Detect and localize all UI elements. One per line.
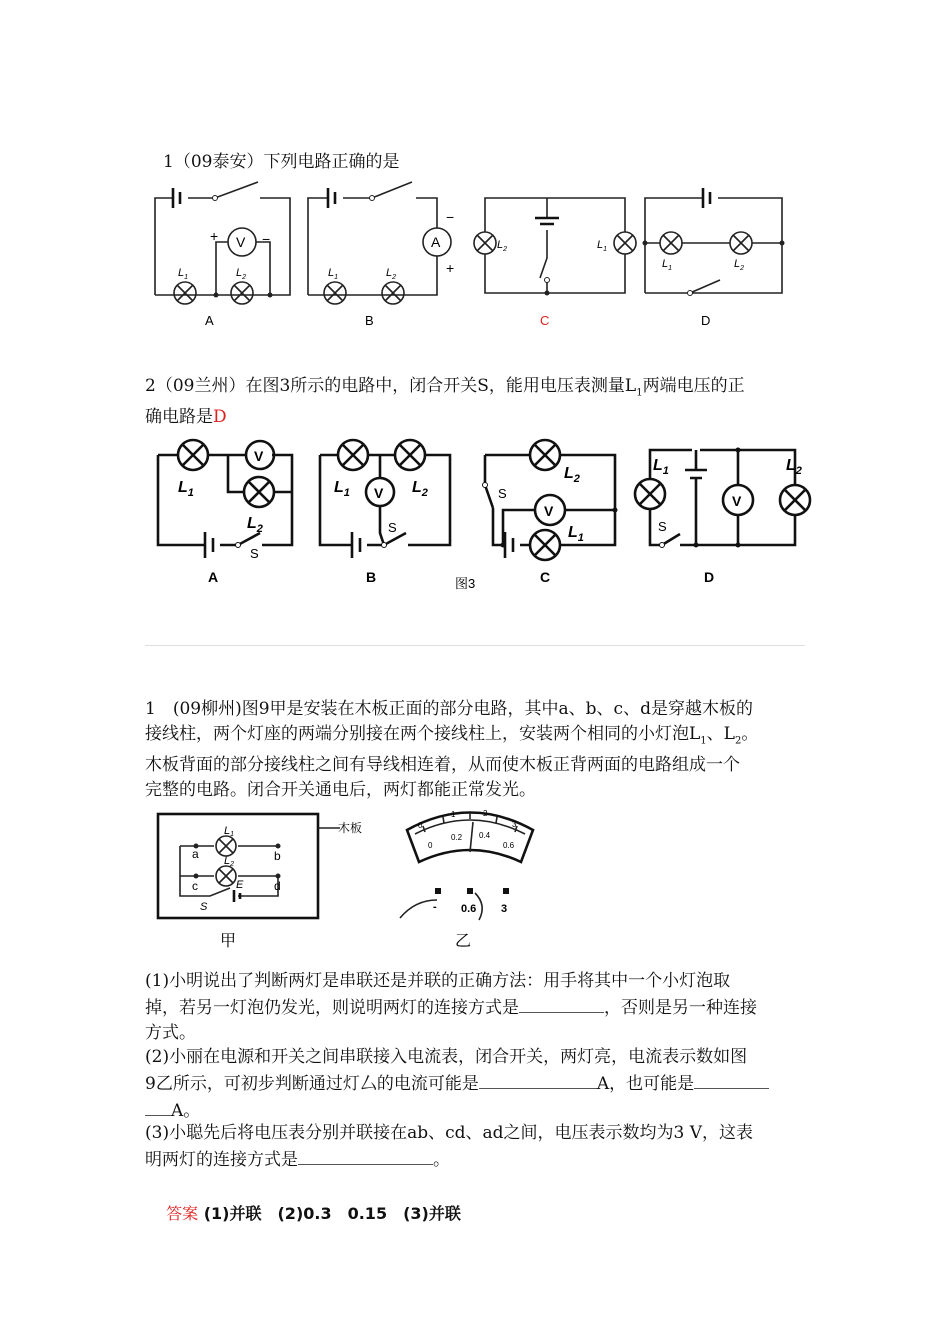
q3-figure-yi: [395, 800, 545, 950]
q2-circuit-b: [320, 440, 450, 585]
svg-text:−: −: [446, 209, 455, 225]
divider: [145, 645, 805, 646]
svg-text:C: C: [540, 313, 550, 328]
svg-text:L1: L1: [224, 825, 235, 838]
blank-3b[interactable]: [145, 1097, 171, 1116]
svg-text:L1: $L_1$: [653, 457, 669, 477]
q3-answer: 答案 (1)并联 (2)0.3 0.15 (3)并联: [166, 1204, 461, 1223]
svg-text:V: V: [544, 503, 554, 519]
caption-jia: 甲: [220, 933, 237, 950]
svg-text:0: 0: [428, 841, 433, 850]
svg-text:d: d: [274, 879, 281, 893]
svg-text:0.2: 0.2: [451, 833, 463, 842]
blank-4[interactable]: [298, 1146, 433, 1165]
svg-text:A: A: [431, 234, 441, 250]
svg-text:L2: $L_2$: [564, 465, 580, 485]
q3-part3: (3)小聪先后将电压表分别并联接在ab、cd、ad之间，电压表示数均为3 V，这表 明两灯的连接方式是 。: [145, 1123, 754, 1170]
svg-text:L2: $L_2$: [386, 267, 397, 281]
svg-text:S: S: [250, 546, 259, 561]
battery-icon: [352, 532, 360, 558]
svg-text:b: b: [274, 849, 281, 863]
caption-yi: 乙: [455, 933, 472, 950]
svg-text:0: 0: [418, 821, 423, 830]
svg-text:3: 3: [501, 903, 508, 915]
svg-text:B: B: [365, 313, 374, 328]
svg-text:S: S: [498, 486, 507, 501]
svg-text:L2: $L_2$: [497, 239, 508, 253]
battery-icon: [685, 470, 707, 478]
blank-2[interactable]: [479, 1070, 597, 1089]
q1-circuit-c: [474, 198, 636, 328]
q2-answer: D: [213, 407, 227, 428]
svg-text:L1: $L_1$: [662, 258, 673, 272]
battery-icon: [173, 188, 180, 208]
battery-icon: [234, 890, 240, 902]
svg-text:L1: $L_1$: [334, 479, 350, 499]
blank-3a[interactable]: [694, 1070, 769, 1089]
svg-text:B: B: [366, 569, 377, 585]
svg-text:L2: $L_2$: [412, 479, 428, 499]
q3-part2: (2)小丽在电源和开关之间串联接入电流表，闭合开关，两灯亮，电流表示数如图 9乙所示，可初步判断通过灯厶的电流可能是 A，也可能是 A。: [145, 1045, 815, 1124]
battery-icon: [535, 218, 559, 224]
blank-1[interactable]: [519, 994, 604, 1013]
svg-text:S: S: [658, 519, 667, 534]
q1-circuit-a: [155, 182, 290, 328]
q3-intro: 1 (09柳州)图9甲是安装在木板正面的部分电路，其中a、b、c、d是穿越木板的 接线柱，两个灯座的两端分别接在两个接线柱上，安装两个相同的小灯泡$L_1$、$L_2$。 木板背面的部分接线柱之间有导线相连着，从而使木板正背两面的电路组成一个 完整的电路。闭合开关通电后，两灯都能正常发光。: [145, 699, 759, 801]
svg-text:c: c: [192, 879, 198, 893]
svg-text:D: D: [701, 313, 711, 328]
svg-text:−: −: [262, 231, 271, 247]
svg-text:S: S: [200, 901, 208, 913]
needle: [470, 822, 473, 852]
svg-text:1: 1: [451, 810, 456, 819]
svg-text:L2: $L_2$: [247, 515, 263, 535]
svg-text:E: E: [236, 879, 244, 891]
battery-icon: [205, 532, 213, 558]
q3-figure-jia: [150, 810, 380, 955]
svg-text:木板: 木板: [338, 821, 363, 835]
svg-text:-: -: [433, 901, 437, 913]
svg-text:S: S: [388, 520, 397, 535]
q1-circuit-b: [308, 182, 454, 328]
q2-circuit-d: [635, 448, 810, 586]
q3-part1: (1)小明说出了判断两灯是串联还是并联的正确方法：用手将其中一个小灯泡取 掉，若另一灯泡仍发光，则说明两灯的连接方式是 ，否则是另一种连接 方式。: [145, 971, 757, 1043]
svg-text:A: A: [208, 569, 219, 585]
svg-text:L1: $L_1$: [178, 267, 189, 281]
svg-text:L1: $L_1$: [568, 524, 584, 544]
q1-diagrams: [140, 170, 800, 335]
svg-text:L2: L2: [224, 855, 235, 868]
svg-text:a: a: [192, 847, 199, 861]
svg-text:+: +: [446, 260, 455, 276]
svg-text:L1: $L_1$: [178, 479, 194, 499]
svg-text:0.6: 0.6: [503, 841, 515, 850]
q1-circuit-d: [643, 188, 785, 328]
svg-text:3: 3: [512, 820, 517, 829]
battery-icon: [328, 188, 335, 208]
q2-circuit-c: [483, 440, 618, 585]
svg-text:2: 2: [483, 809, 488, 818]
q2-circuit-a: [158, 440, 292, 585]
q2-diagrams: [150, 430, 820, 595]
svg-text:V: V: [732, 493, 742, 509]
svg-text:0.4: 0.4: [479, 831, 491, 840]
q2-caption: 图3: [455, 576, 476, 591]
svg-text:L1: $L_1$: [328, 267, 339, 281]
svg-text:L2: $L_2$: [734, 258, 745, 272]
svg-text:V: V: [374, 485, 384, 501]
svg-text:0.6: 0.6: [461, 903, 477, 915]
svg-text:A: A: [205, 313, 214, 328]
q1-question: 1（09泰安）下列电路正确的是: [163, 152, 400, 172]
q2-question: 2（09兰州）在图3所示的电路中，闭合开关S，能用电压表测量$L_1$两端电压的正 确电路是D: [145, 376, 745, 428]
svg-text:V: V: [236, 234, 246, 250]
svg-text:+: +: [210, 228, 219, 244]
svg-text:L2: $L_2$: [786, 457, 802, 477]
svg-text:V: V: [254, 448, 264, 464]
battery-icon: [703, 188, 710, 208]
svg-text:L2: $L_2$: [236, 267, 247, 281]
board: [158, 814, 318, 918]
svg-text:D: D: [704, 569, 715, 585]
battery-icon: [505, 532, 513, 558]
svg-text:C: C: [540, 569, 551, 585]
svg-text:L1: $L_1$: [597, 239, 608, 253]
